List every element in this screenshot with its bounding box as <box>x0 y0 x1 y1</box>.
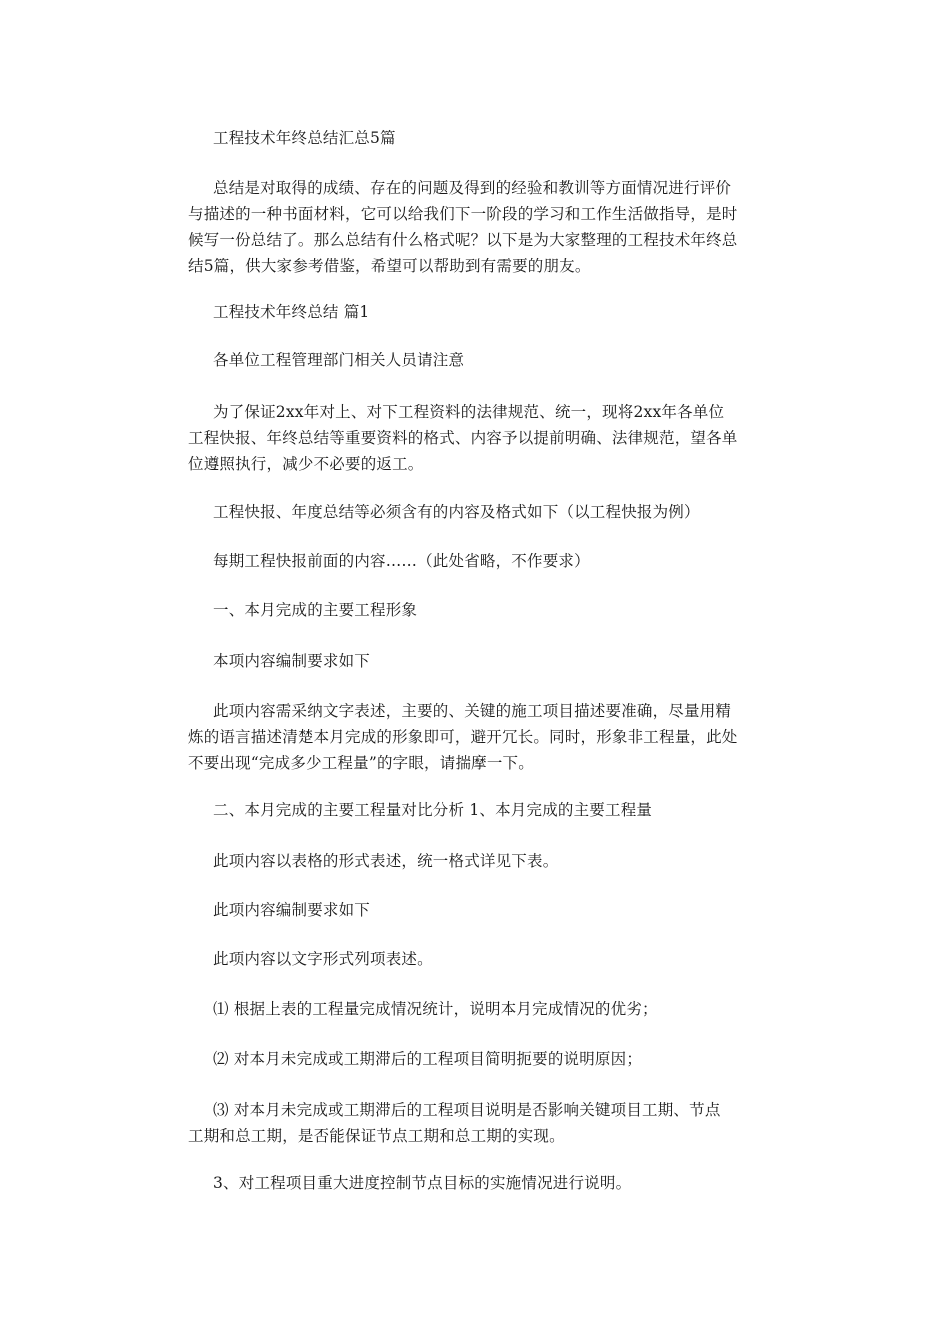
intro-line-1: 总结是对取得的成绩、存在的问题及得到的经验和教训等方面情况进行评价 <box>213 179 732 197</box>
intro-line-4: 结5篇，供大家参考借鉴，希望可以帮助到有需要的朋友。 <box>188 257 591 275</box>
item-3-heading: 3、对工程项目重大进度控制节点目标的实施情况进行说明。 <box>213 1174 632 1192</box>
para1-line-2: 工程快报、年终总结等重要资料的格式、内容予以提前明确、法律规范，望各单 <box>188 429 738 447</box>
table-line: 此项内容以表格的形式表述，统一格式详见下表。 <box>213 852 559 870</box>
item-2-heading: 二、本月完成的主要工程量对比分析 1、本月完成的主要工程量 <box>213 801 653 819</box>
point-2: ⑵ 对本月未完成或工期滞后的工程项目简明扼要的说明原因； <box>213 1050 643 1068</box>
para2-line-1: 此项内容需采纳文字表述，主要的、关键的施工项目描述要准确，尽量用精 <box>213 702 732 720</box>
list-line: 此项内容以文字形式列项表述。 <box>213 950 433 968</box>
para2-line-3: 不要出现“完成多少工程量”的字眼，请揣摩一下。 <box>188 754 534 772</box>
document-title: 工程技术年终总结汇总5篇 <box>213 129 396 147</box>
point-1: ⑴ 根据上表的工程量完成情况统计，说明本月完成情况的优劣； <box>213 1000 658 1018</box>
para1-line-1: 为了保证2xx年对上、对下工程资料的法律规范、统一，现将2xx年各单位 <box>213 403 725 421</box>
notice-line: 各单位工程管理部门相关人员请注意 <box>213 351 465 369</box>
para2-line-2: 炼的语言描述清楚本月完成的形象即可，避开冗长。同时，形象非工程量，此处 <box>188 728 738 746</box>
format-line: 工程快报、年度总结等必须含有的内容及格式如下（以工程快报为例） <box>213 503 700 521</box>
point-3-line-1: ⑶ 对本月未完成或工期滞后的工程项目说明是否影响关键项目工期、节点 <box>213 1101 721 1119</box>
intro-line-3: 候写一份总结了。那么总结有什么格式呢？以下是为大家整理的工程技术年终总 <box>188 231 738 249</box>
requirement-1: 本项内容编制要求如下 <box>213 652 371 670</box>
preface-line: 每期工程快报前面的内容……（此处省略，不作要求） <box>213 552 590 570</box>
intro-line-2: 与描述的一种书面材料，它可以给我们下一阶段的学习和工作生活做指导，是时 <box>188 205 738 223</box>
point-3-line-2: 工期和总工期，是否能保证节点工期和总工期的实现。 <box>188 1127 565 1145</box>
section-heading: 工程技术年终总结 篇1 <box>213 303 370 321</box>
requirement-2: 此项内容编制要求如下 <box>213 901 371 919</box>
para1-line-3: 位遵照执行，减少不必要的返工。 <box>188 455 424 473</box>
item-1-heading: 一、本月完成的主要工程形象 <box>213 601 418 619</box>
